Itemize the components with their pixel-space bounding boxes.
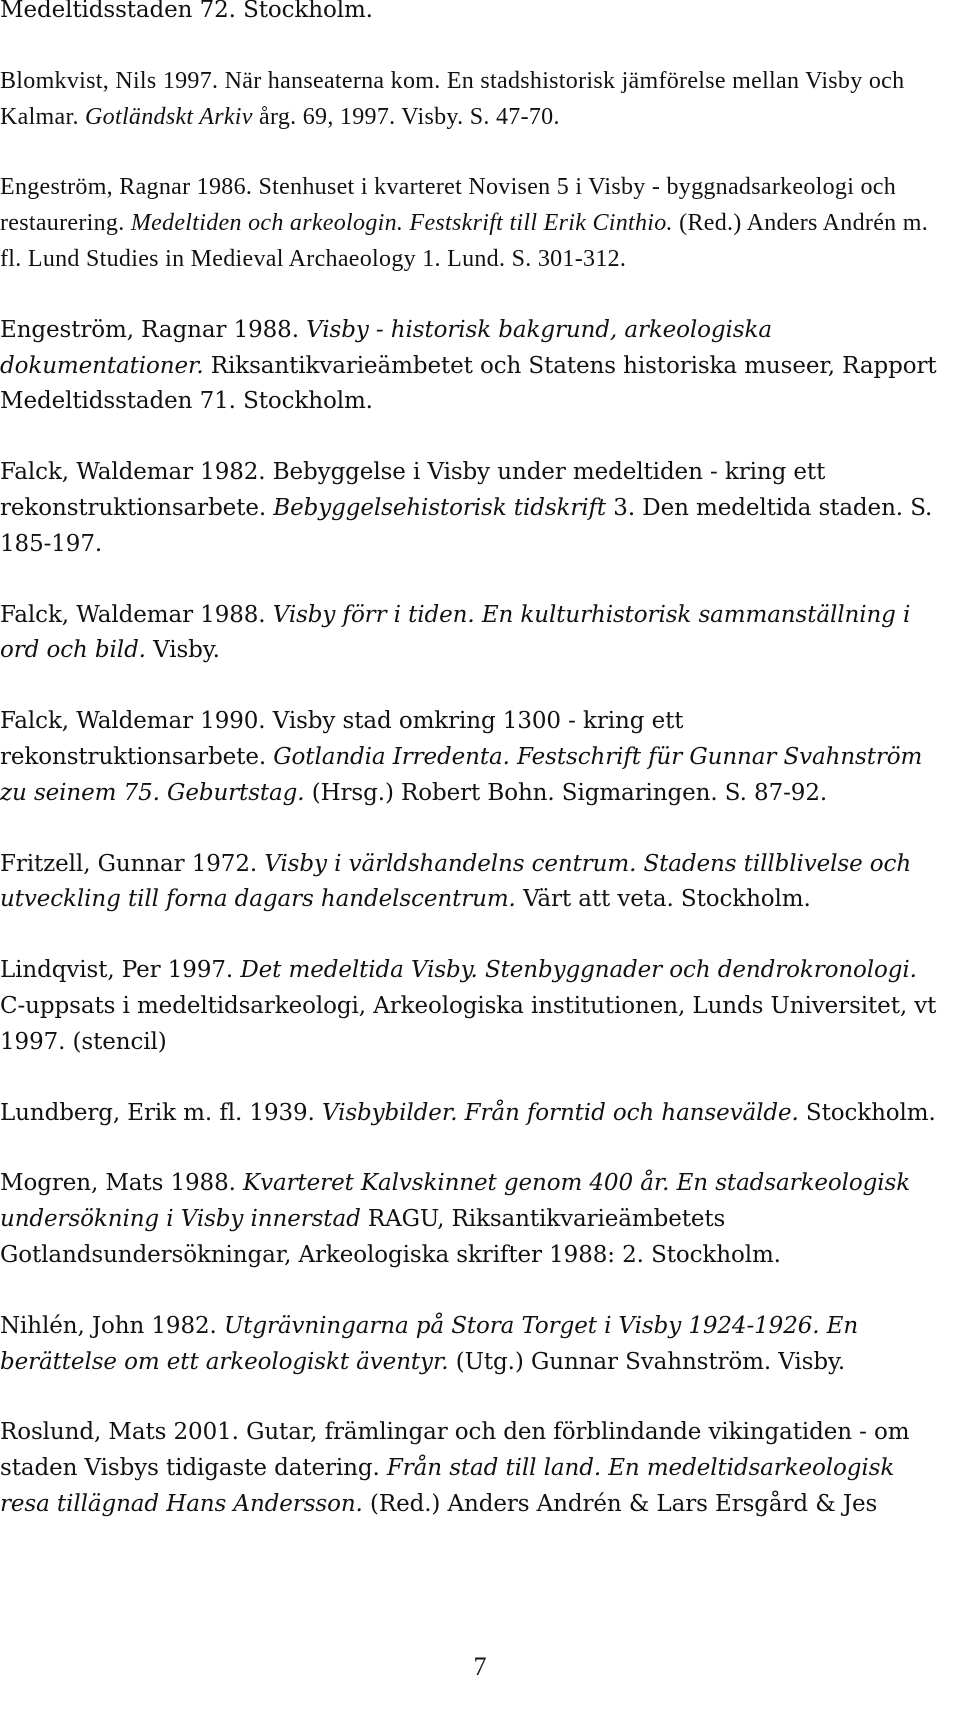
reference-text: Nihlén, John 1982. [0,1312,224,1339]
reference-entry [0,1309,945,1381]
reference-text: Värt att veta. Stockholm. [515,886,811,913]
reference-text: Falck, Waldemar 1990. Visby stad omkring 1300 - kring ett rekonstruktionsarbete. [0,708,684,770]
reference-title-italic: Det medeltida Visby. Stenbyggnader och dendrokronologi. [240,957,917,984]
reference-title-italic: Visby i världshandelns centrum. Stadens tillblivelse och utveckling till forna dagars handelscentrum. [0,850,912,913]
reference-text: årg. 69, 1997. Visby. S. 47-70. [252,103,560,130]
reference-entry [0,170,945,277]
page-number: 7 [473,1652,487,1681]
reference-entry [0,598,945,670]
reference-text: Fritzell, Gunnar 1972. [0,850,265,877]
reference-text: Lundberg, Erik m. fl. 1939. [0,1099,322,1126]
reference-title-italic: Kvarteret Kalvskinnet genom 400 år. En stadsarkeologisk undersökning i Visby innerstad [0,1170,911,1233]
reference-title-italic: Bebyggelsehistorisk tidskrift [273,494,607,521]
reference-entry [0,1166,945,1273]
reference-title-italic: Gotlandia Irredenta. Festschrift für Gunnar Svahnström zu seinem 75. Geburtstag. [0,743,923,806]
reference-text: Engeström, Ragnar 1988. [0,316,307,343]
reference-entry [0,0,945,29]
reference-entry [0,847,945,919]
reference-text: Medeltidsstaden 72. Stockholm. [0,0,373,23]
reference-text: Mogren, Mats 1988. [0,1170,244,1197]
reference-text: RAGU, Riksantikvarieämbetets Gotlandsundersökningar, Arkeologiska skrifter 1988: 2. Stockholm. [0,1206,781,1268]
reference-text: Blomkvist, Nils 1997. När hanseaterna kom. En stadshistorisk jämförelse mellan Visby och Kalmar. [0,67,905,130]
reference-title-italic: Från stad till land. En medeltidsarkeologisk resa tillägnad Hans Andersson. [0,1455,895,1517]
reference-title-italic: Utgrävningarna på Stora Torget i Visby 1924-1926. En berättelse om ett arkeologiskt äventyr. [0,1312,859,1375]
reference-text: Stockholm. [798,1099,936,1126]
reference-entry [0,1096,945,1132]
reference-text: Engeström, Ragnar 1986. Stenhuset i kvarteret Novisen 5 i Visby - byggnadsarkeologi och restaurering. [0,174,897,237]
reference-text: Falck, Waldemar 1988. [0,601,273,628]
reference-title-italic: Visby - historisk bakgrund, arkeologiska dokumentationer. [0,316,772,379]
reference-entry [0,455,945,562]
reference-text: Riksantikvarieämbetet och Statens historiska museer, Rapport Medeltidsstaden 71. Stockholm. [0,352,937,415]
reference-entry [0,313,945,420]
reference-title-italic: Visby förr i tiden. En kulturhistorisk sammanställning i ord och bild. [0,601,911,664]
reference-text: (Red.) Anders Andrén & Lars Ersgård & Jes [362,1490,878,1517]
reference-entry [0,953,945,1060]
reference-entry [0,1415,945,1522]
reference-text: 3. Den medeltida staden. S. 185-197. [0,494,933,557]
reference-text: (Utg.) Gunnar Svahnström. Visby. [448,1348,846,1375]
reference-title-italic: Gotländskt Arkiv [85,103,253,130]
reference-title-italic: Medeltiden och arkeologin. Festskrift till Erik Cinthio. [130,210,673,237]
reference-text: (Red.) Anders Andrén m. fl. Lund Studies in Medieval Archaeology 1. Lund. S. 301-312. [0,210,929,272]
reference-text: Falck, Waldemar 1982. Bebyggelse i Visby under medeltiden - kring ett rekonstruktionsarbete. [0,459,826,521]
reference-entry [0,704,945,811]
reference-title-italic: Visbybilder. Från forntid och hansevälde. [321,1099,799,1126]
reference-text: Lindqvist, Per 1997. [0,957,241,984]
reference-text: C-uppsats i medeltidsarkeologi, Arkeologiska institutionen, Lunds Universitet, vt 1997. (stencil) [0,992,937,1055]
reference-text: Roslund, Mats 2001. Gutar, främlingar och den förblindande vikingatiden - om staden Visbys tidigaste datering. [0,1419,910,1482]
reference-text: (Hrsg.) Robert Bohn. Sigmaringen. S. 87-92. [304,779,828,806]
reference-entry [0,64,945,136]
reference-text: Visby. [145,637,220,664]
